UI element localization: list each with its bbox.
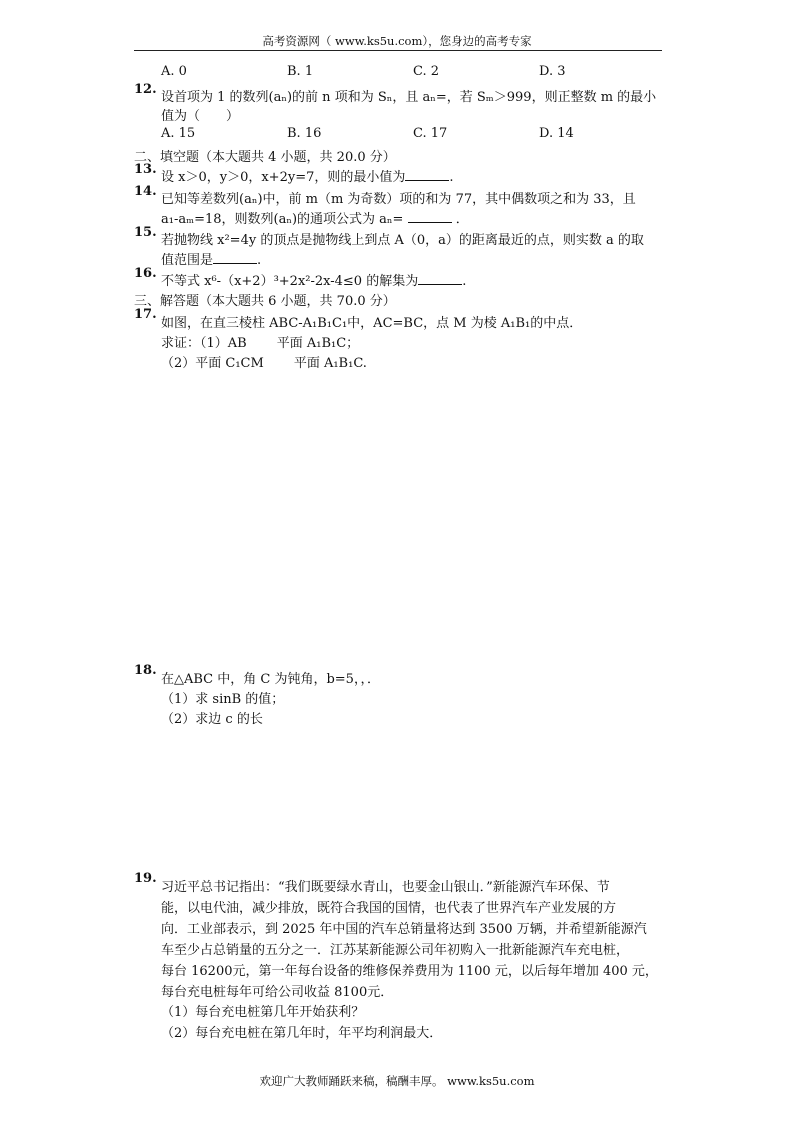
q13-answer-blank xyxy=(405,168,449,181)
q19-line: 车至少占总销量的五分之一．江苏某新能源公司年初购入一批新能源汽车充电桩， xyxy=(161,943,630,958)
q12-option-c: C. 17 xyxy=(413,126,448,141)
q17-line2 xyxy=(161,332,359,351)
q12-option-d: D. 14 xyxy=(539,126,574,141)
q14-answer-blank xyxy=(408,210,452,223)
q11-option-b: B. 1 xyxy=(287,64,314,79)
q17-missing-symbol-1 xyxy=(247,336,277,347)
q17-line3-b: 平面 A₁B₁C. xyxy=(293,356,367,371)
header-divider xyxy=(134,50,662,51)
page-footer: 欢迎广大教师踊跃来稿，稿酬丰厚。 www.ks5u.com xyxy=(259,1074,535,1088)
q17-line2-a: 求证：（1）AB xyxy=(161,336,247,351)
q12-line1: 设首项为 1 的数列(aₙ)的前 n 项和为 Sₙ，且 aₙ=，若 Sₘ＞999，则正整数 m 的最小 xyxy=(161,90,657,105)
q13-line xyxy=(161,166,454,185)
q13-text: 设 x＞0，y＞0，x+2y=7，则的最小值为 xyxy=(161,170,406,185)
q17-line3 xyxy=(161,352,367,371)
q15-line2-text: 值范围是 xyxy=(161,253,214,268)
q16-end: . xyxy=(462,274,467,289)
q14-line2-text: a₁-aₘ=18，则数列(aₙ)的通项公式为 aₙ= xyxy=(161,212,404,227)
q15-end: . xyxy=(257,253,262,268)
q14-end: ． xyxy=(455,212,469,227)
q19-number: 19. xyxy=(134,871,157,886)
section-solutions-title: 三、解答题（本大题共 6 小题，共 70.0 分） xyxy=(134,294,396,309)
q19-line: （1）每台充电桩第几年开始获利？ xyxy=(161,1005,365,1020)
q17-missing-symbol-2 xyxy=(264,356,294,367)
q19-line: 习近平总书记指出：“我们既要绿水青山，也要金山银山．”新能源汽车环保、节 xyxy=(161,880,610,895)
q14-line1: 已知等差数列(aₙ)中，前 m（m 为奇数）项的和为 77，其中偶数项之和为 33，且 xyxy=(161,192,636,207)
q18-number: 18. xyxy=(134,663,157,678)
q15-line1: 若抛物线 x²=4y 的顶点是抛物线上到点 A（0，a）的距离最近的点，则实数 a 的取 xyxy=(161,233,644,248)
q12-number: 12. xyxy=(134,82,157,97)
section-fill-in-title: 二、填空题（本大题共 4 小题，共 20.0 分） xyxy=(134,150,396,165)
q13-number: 13. xyxy=(134,162,157,177)
q17-line3-a: （2）平面 C₁CM xyxy=(161,356,264,371)
q12-option-a: A. 15 xyxy=(161,126,196,141)
q18-line1: 在△ABC 中，角 C 为钝角，b=5，，． xyxy=(161,672,380,687)
q17-line1: 如图，在直三棱柱 ABC-A₁B₁C₁中，AC=BC，点 M 为棱 A₁B₁的中点． xyxy=(161,316,583,331)
q12-line2: 值为（ ） xyxy=(161,109,240,124)
q16-text: 不等式 x⁶-（x+2）³+2x²-2x-4≤0 的解集为 xyxy=(161,274,419,289)
q19-line: 每台充电桩每年可给公司收益 8100元． xyxy=(161,985,394,1000)
q19-line: 向．工业部表示，到 2025 年中国的汽车总销量将达到 3500 万辆，并希望新能源汽 xyxy=(161,922,647,937)
q12-option-b: B. 16 xyxy=(287,126,322,141)
q16-line xyxy=(161,270,466,289)
q16-answer-blank xyxy=(418,272,462,285)
q16-number: 16. xyxy=(134,266,157,281)
q17-number: 17. xyxy=(134,307,157,322)
q19-line: 每台 16200元，第一年每台设备的维修保养费用为 1100 元，以后每年增加 400 元， xyxy=(161,964,658,979)
q11-option-c: C. 2 xyxy=(413,64,440,79)
page-header: 高考资源网（ www.ks5u.com），您身边的高考专家 xyxy=(262,34,532,48)
q11-option-a: A. 0 xyxy=(161,64,187,79)
q19-line: （2）每台充电桩在第几年时，年平均利润最大． xyxy=(161,1026,443,1041)
q15-number: 15. xyxy=(134,225,157,240)
q14-number: 14. xyxy=(134,184,157,199)
q18-line2: （1）求 sinB 的值； xyxy=(161,692,285,707)
q14-line2 xyxy=(161,208,469,227)
q15-line2 xyxy=(161,249,261,268)
q11-option-d: D. 3 xyxy=(539,64,566,79)
q17-line2-b: 平面 A₁B₁C； xyxy=(276,336,360,351)
q18-line3: （2）求边 c 的长 xyxy=(161,712,263,727)
q15-answer-blank xyxy=(213,251,257,264)
q13-end: . xyxy=(449,170,454,185)
q19-line: 能，以电代油，减少排放，既符合我国的国情，也代表了世界汽车产业发展的方 xyxy=(161,901,617,916)
